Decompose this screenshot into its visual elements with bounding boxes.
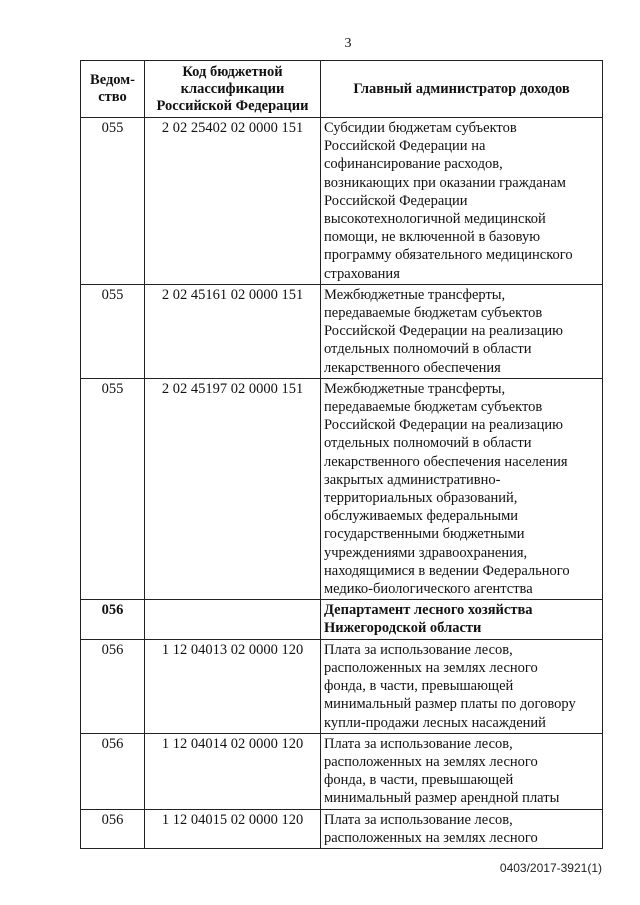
revenue-description-cell: [321, 284, 603, 378]
description-line: Российской Федерации на: [324, 138, 486, 155]
description-line: Субсидии бюджетам субъектов: [324, 120, 517, 136]
description-line: находящимися в ведении Федерального: [324, 562, 570, 579]
document-footer-code: 0403/2017-3921(1): [499, 861, 602, 875]
description-line: помощи, не включенной в базовую: [324, 229, 541, 246]
description-line: возникающих при оказании гражданам: [324, 174, 566, 191]
description-line: софинансирование расходов,: [324, 156, 503, 173]
dept-code-cell: 055: [81, 378, 145, 599]
description-line: высокотехнологичной медицинской: [324, 211, 546, 228]
table-section-row: [81, 600, 603, 639]
page-number: 3: [344, 36, 352, 51]
table-row: [81, 378, 603, 599]
description-line: расположенных на землях лесного: [324, 753, 538, 770]
description-line: Департамент лесного хозяйства: [324, 602, 533, 619]
dept-code-cell: 056: [81, 639, 145, 733]
header-dept: Ведом-ство: [81, 61, 145, 118]
description-line: минимальный размер арендной платы: [324, 790, 560, 807]
description-line: купли-продажи лесных насаждений: [324, 714, 546, 731]
budget-code-cell: [145, 600, 321, 639]
description-line: лекарственного обеспечения населения: [324, 453, 568, 470]
description-line: минимальный размер платы по договору: [324, 696, 576, 713]
budget-code-cell: 2 02 45197 02 0000 151: [145, 378, 321, 599]
description-line: обслуживаемых федеральными: [324, 508, 519, 525]
description-line: Российской Федерации на реализацию: [324, 323, 563, 340]
revenue-description-cell: [321, 378, 603, 599]
description-line: государственными бюджетными: [324, 526, 525, 543]
budget-classification-table: [80, 60, 603, 849]
description-line: передаваемые бюджетам субъектов: [324, 399, 543, 416]
budget-code-cell: 1 12 04014 02 0000 120: [145, 733, 321, 809]
description-line: Плата за использование лесов,: [324, 735, 513, 752]
description-line: передаваемые бюджетам субъектов: [324, 305, 543, 322]
description-line: расположенных на землях лесного: [324, 829, 538, 846]
budget-code-cell: 1 12 04015 02 0000 120: [145, 809, 321, 848]
description-line: программу обязательного медицинского: [324, 247, 573, 264]
description-line: Плата за использование лесов,: [324, 811, 513, 828]
table-row: [81, 284, 603, 378]
dept-code-cell: 056: [81, 600, 145, 639]
description-line: Российской Федерации на реализацию: [324, 417, 563, 434]
description-line: медико-биологического агентства: [324, 581, 533, 598]
dept-code-cell: 055: [81, 118, 145, 285]
dept-code-cell: 055: [81, 284, 145, 378]
revenue-description-cell: [321, 639, 603, 733]
revenue-description-cell: [321, 809, 603, 848]
description-line: учреждениями здравоохранения,: [324, 544, 528, 561]
description-line: Межбюджетные трансферты,: [324, 286, 506, 303]
revenue-description-cell: [321, 733, 603, 809]
table-row: [81, 809, 603, 848]
description-line: территориальных образований,: [324, 490, 518, 507]
department-name-cell: [321, 600, 603, 639]
description-line: фонда, в части, превышающей: [324, 678, 514, 695]
dept-code-cell: 056: [81, 809, 145, 848]
description-line: отдельных полномочий в области: [324, 435, 532, 452]
budget-code-cell: 1 12 04013 02 0000 120: [145, 639, 321, 733]
description-line: отдельных полномочий в области: [324, 341, 532, 358]
description-line: лекарственного обеспечения: [324, 359, 501, 376]
description-line: Российской Федерации: [324, 192, 468, 209]
table-header-row: [81, 61, 603, 118]
budget-code-cell: 2 02 45161 02 0000 151: [145, 284, 321, 378]
dept-code-cell: 056: [81, 733, 145, 809]
description-line: Нижегородской области: [324, 620, 482, 637]
table-body: [81, 118, 603, 849]
description-line: Плата за использование лесов,: [324, 641, 513, 658]
table-row: [81, 639, 603, 733]
budget-code-cell: 2 02 25402 02 0000 151: [145, 118, 321, 285]
description-line: Межбюджетные трансферты,: [324, 380, 506, 397]
header-code: Код бюджетной классификации Российской Федерации: [145, 61, 321, 118]
header-admin: Главный администратор доходов: [321, 61, 603, 118]
table-row: [81, 118, 603, 285]
table-row: [81, 733, 603, 809]
description-line: расположенных на землях лесного: [324, 659, 538, 676]
revenue-description-cell: [321, 118, 603, 285]
description-line: страхования: [324, 265, 400, 282]
description-line: фонда, в части, превышающей: [324, 772, 514, 789]
description-line: закрытых административно-: [324, 471, 501, 488]
